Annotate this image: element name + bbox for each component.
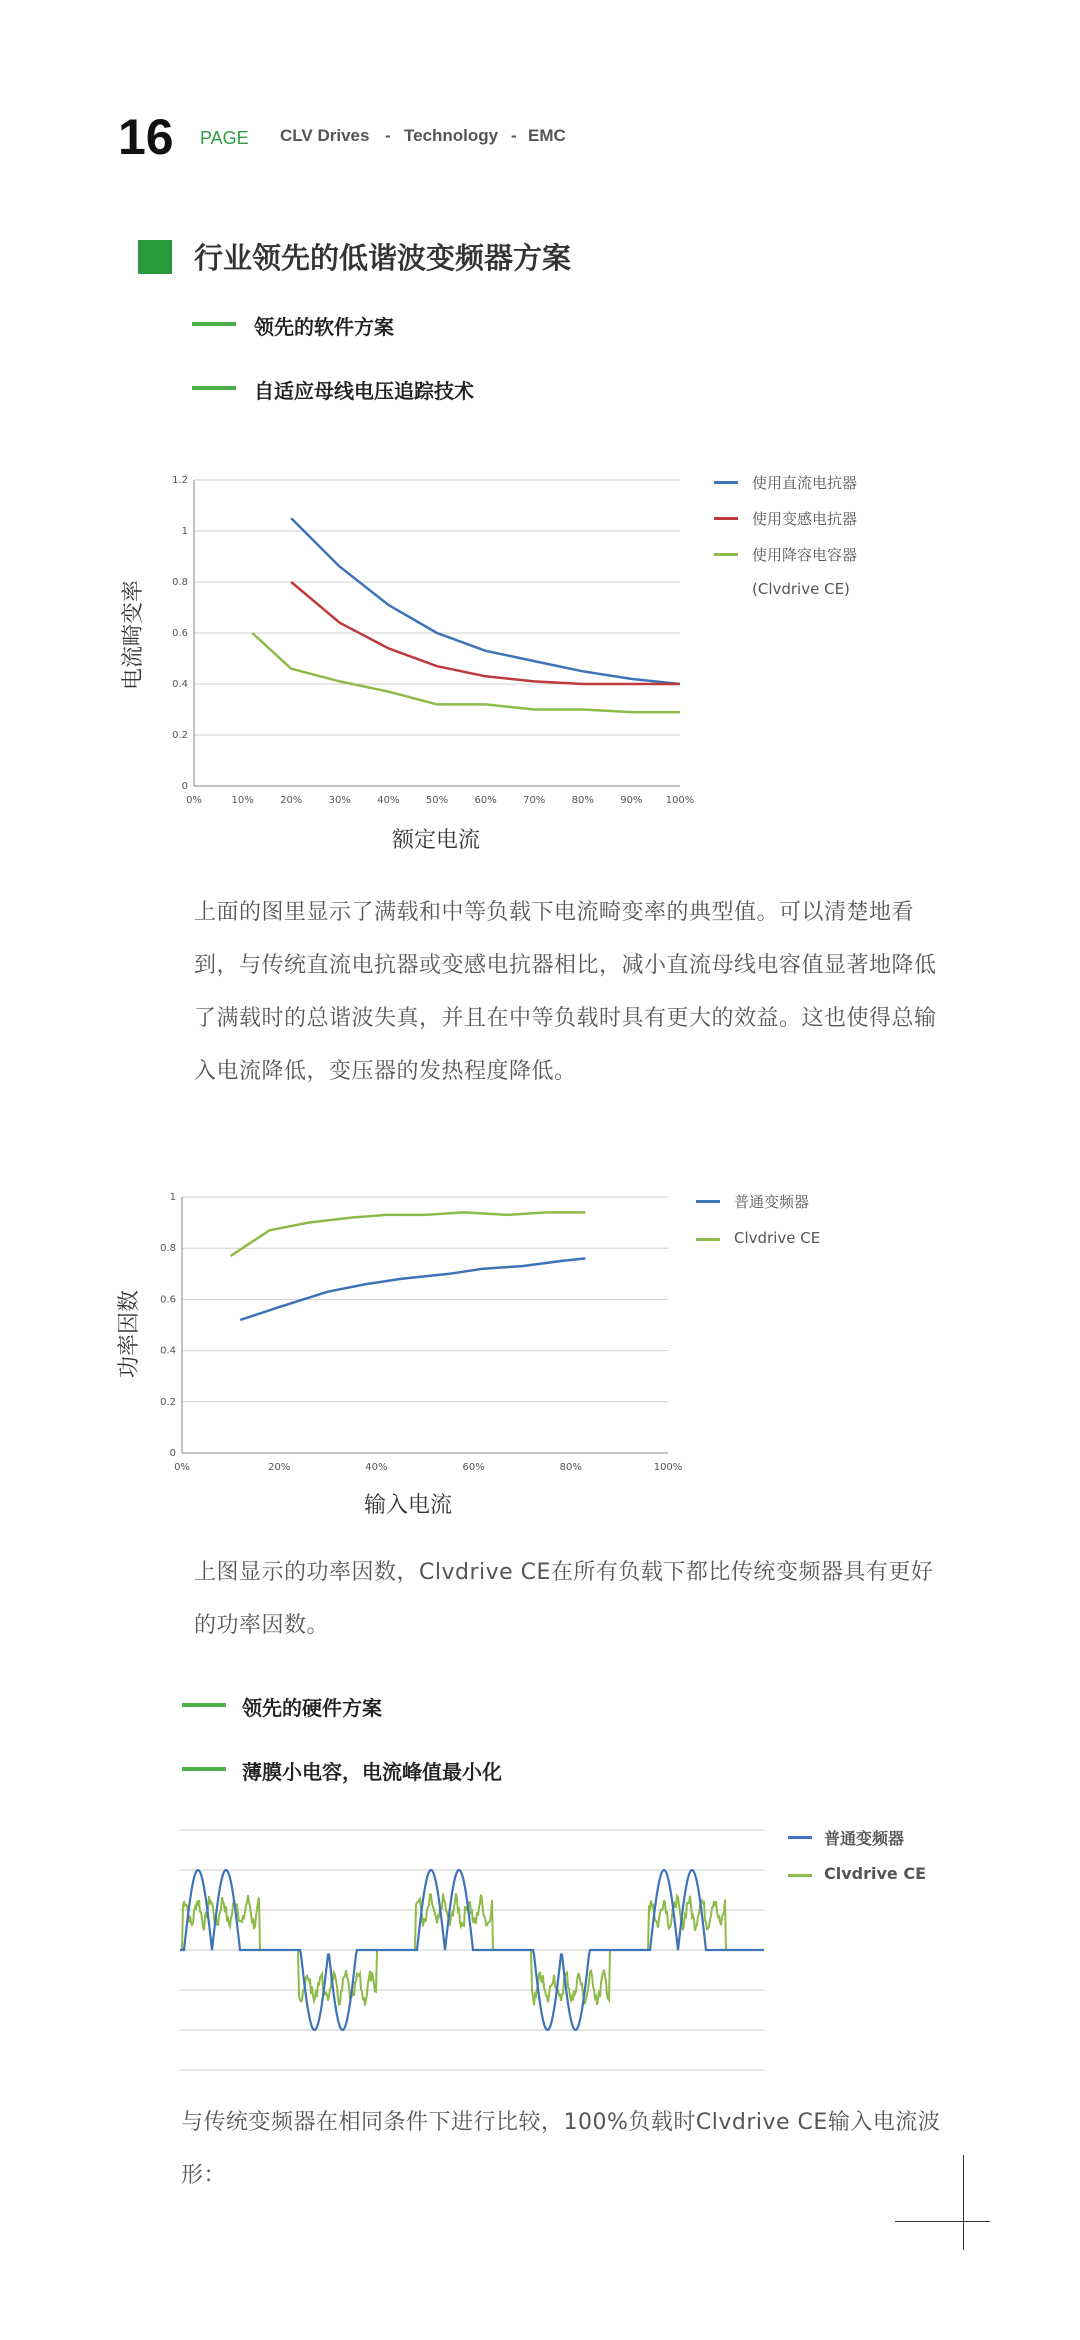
chart1-y-axis-label: 电流畸变率	[121, 579, 146, 690]
power-factor-chart	[160, 1180, 700, 1480]
legend-reduced-capacitor: 使用降容电容器	[752, 546, 858, 564]
chart2-x-tick-label: 80%	[559, 1462, 582, 1473]
chart1-y-tick-label: 1	[181, 526, 188, 537]
chart1-x-tick-label: 40%	[377, 795, 400, 806]
page-label: PAGE	[200, 128, 249, 148]
chart1-x-tick-label: 80%	[571, 795, 594, 806]
chart2-x-tick-label: 40%	[365, 1462, 388, 1473]
breadcrumb-technology: Technology	[404, 126, 499, 145]
chart1-x-tick-label: 90%	[620, 795, 643, 806]
chart1-x-tick-label: 20%	[280, 795, 303, 806]
chart2-x-tick-label: 100%	[653, 1462, 683, 1473]
bullet-dash	[192, 322, 236, 326]
bullet-hardware-solution: 领先的硬件方案	[242, 1696, 382, 1720]
chart2-y-axis-label: 功率因数	[117, 1289, 142, 1378]
current-waveform-chart	[180, 1820, 770, 2080]
bullet-dash	[192, 386, 236, 390]
paragraph-thd-explanation: 上面的图里显示了满载和中等负载下电流畸变率的典型值。可以清楚地看到，与传统直流电抗器或变感电抗器相比，减小直流母线电容值显著地降低了满载时的总谐波失真，并且在中等负载时具有更大的效益。这也使得总输入电流降低，变压器的发热程度降低。	[194, 900, 937, 1084]
chart2-series-line-1	[240, 1258, 585, 1320]
breadcrumb-separator: -	[511, 126, 517, 145]
legend-swatch-standard-drive	[788, 1836, 812, 1839]
legend-variable-reactor: 使用变感电抗器	[752, 510, 858, 528]
crop-mark	[895, 2221, 990, 2222]
chart2-x-tick-label: 20%	[268, 1462, 291, 1473]
bullet-dash	[182, 1767, 226, 1771]
chart1-x-tick-label: 100%	[665, 795, 695, 806]
legend-clvdrive-ce: Clvdrive CE	[734, 1229, 821, 1247]
chart1-x-tick-label: 30%	[328, 795, 351, 806]
chart1-y-tick-label: 1.2	[172, 475, 188, 486]
chart1-y-tick-label: 0	[181, 781, 188, 792]
chart2-y-tick-label: 1	[169, 1192, 176, 1203]
section-title: 行业领先的低谐波变频器方案	[194, 241, 572, 275]
legend-swatch-clvdrive-ce	[696, 1238, 720, 1241]
chart1-y-tick-label: 0.8	[172, 577, 188, 588]
chart1-x-tick-label: 10%	[231, 795, 254, 806]
legend-standard-drive: 普通变频器	[734, 1193, 810, 1211]
paragraph-waveform-comparison: 与传统变频器在相同条件下进行比较，100%负载时Clvdrive CE输入电流波形：	[181, 2110, 941, 2188]
legend-swatch-clvdrive-ce	[788, 1874, 812, 1877]
chart1-y-tick-label: 0.6	[172, 628, 188, 639]
breadcrumb-clv-drives: CLV Drives	[280, 126, 370, 145]
chart2-x-tick-label: 60%	[462, 1462, 485, 1473]
chart1-y-tick-label: 0.4	[172, 679, 188, 690]
chart2-series-line-2	[231, 1212, 586, 1256]
crop-mark	[963, 2155, 964, 2250]
legend-clvdrive-ce-note: (Clvdrive CE)	[752, 580, 850, 598]
chart1-series-line-1	[291, 518, 680, 684]
chart1-y-tick-label: 0.2	[172, 730, 188, 741]
chart1-x-tick-label: 70%	[523, 795, 546, 806]
bullet-dash	[182, 1703, 226, 1707]
bullet-bus-voltage-tracking: 自适应母线电压追踪技术	[254, 379, 474, 403]
section-marker-icon	[138, 240, 172, 274]
chart2-y-tick-label: 0.8	[160, 1243, 176, 1255]
bullet-software-solution: 领先的软件方案	[254, 315, 394, 339]
chart2-x-tick-label: 0%	[174, 1462, 190, 1473]
breadcrumb-emc: EMC	[528, 126, 566, 145]
chart1-x-tick-label: 50%	[425, 795, 449, 806]
legend-swatch-variable-reactor	[714, 517, 738, 520]
thd-chart	[160, 470, 700, 820]
legend-swatch-standard-drive	[696, 1200, 720, 1203]
chart2-x-axis-label: 输入电流	[364, 1493, 453, 1518]
chart2-y-tick-label: 0	[169, 1448, 176, 1459]
legend-swatch-reduced-capacitor	[714, 553, 738, 556]
legend-clvdrive-ce: Clvdrive CE	[824, 1864, 927, 1883]
chart1-x-tick-label: 0%	[186, 795, 202, 806]
paragraph-power-factor: 上图显示的功率因数，Clvdrive CE在所有负载下都比传统变频器具有更好的功率因数。	[194, 1560, 934, 1638]
chart1-x-axis-label: 额定电流	[392, 828, 481, 853]
chart1-x-tick-label: 60%	[474, 795, 497, 806]
legend-swatch-dc-reactor	[714, 481, 738, 484]
breadcrumb-separator: -	[385, 126, 391, 145]
page-number: 16	[118, 109, 174, 165]
chart2-y-tick-label: 0.4	[160, 1345, 176, 1357]
legend-standard-drive: 普通变频器	[824, 1829, 905, 1848]
bullet-film-capacitor: 薄膜小电容，电流峰值最小化	[242, 1760, 502, 1784]
chart2-y-tick-label: 0.2	[160, 1396, 176, 1408]
legend-dc-reactor: 使用直流电抗器	[752, 474, 858, 492]
chart2-y-tick-label: 0.6	[160, 1294, 176, 1306]
